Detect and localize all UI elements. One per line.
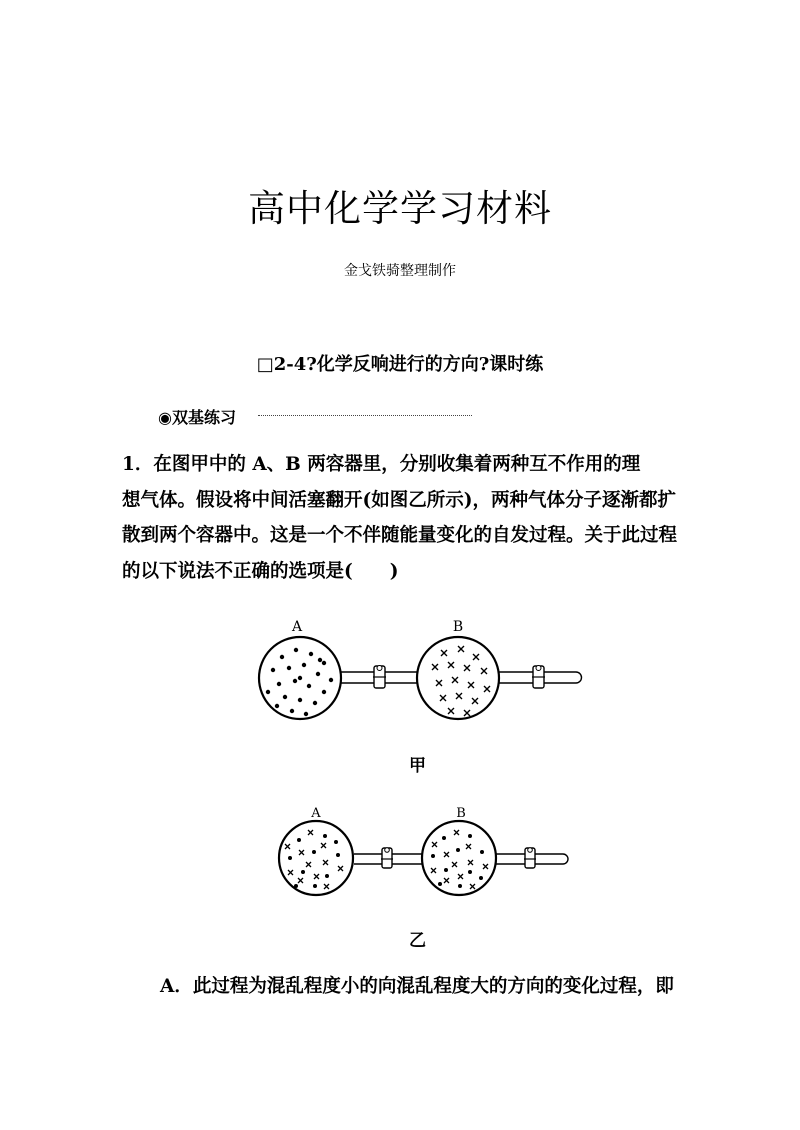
stopcock-icon xyxy=(524,848,536,868)
stopcock-icon xyxy=(381,848,393,868)
vessel-a-label: A xyxy=(311,806,321,821)
question-line: 1．在图甲中的 A、B 两容器里，分别收集着两种互不作用的理 xyxy=(122,454,641,475)
vessel-a-label: A xyxy=(291,619,303,635)
option-a: A．此过程为混乱程度小的向混乱程度大的方向的变化过程，即 xyxy=(160,976,674,997)
question-line: 散到两个容器中。这是一个不伴随能量变化的自发过程。关于此过程 xyxy=(122,525,678,546)
lesson-title: □2-4?化学反响进行的方向?课时练 xyxy=(256,354,544,375)
vessel-b-label: B xyxy=(456,806,466,821)
figure-yi-label: 乙 xyxy=(409,931,426,951)
document-subtitle: 金戈铁骑整理制作 xyxy=(344,263,456,279)
question-line: 的以下说法不正确的选项是( ) xyxy=(122,560,399,582)
question-line: 想气体。假设将中间活塞翻开(如图乙所示)，两种气体分子逐渐都扩 xyxy=(122,489,677,511)
figure-yi-drawing xyxy=(279,821,568,895)
document-title: 高中化学学习材料 xyxy=(248,187,552,230)
vessel-b xyxy=(422,821,496,895)
section-heading: ◉双基练习 xyxy=(158,408,236,427)
vessel-b-label: B xyxy=(452,619,464,635)
figure-jia-label: 甲 xyxy=(409,756,426,776)
